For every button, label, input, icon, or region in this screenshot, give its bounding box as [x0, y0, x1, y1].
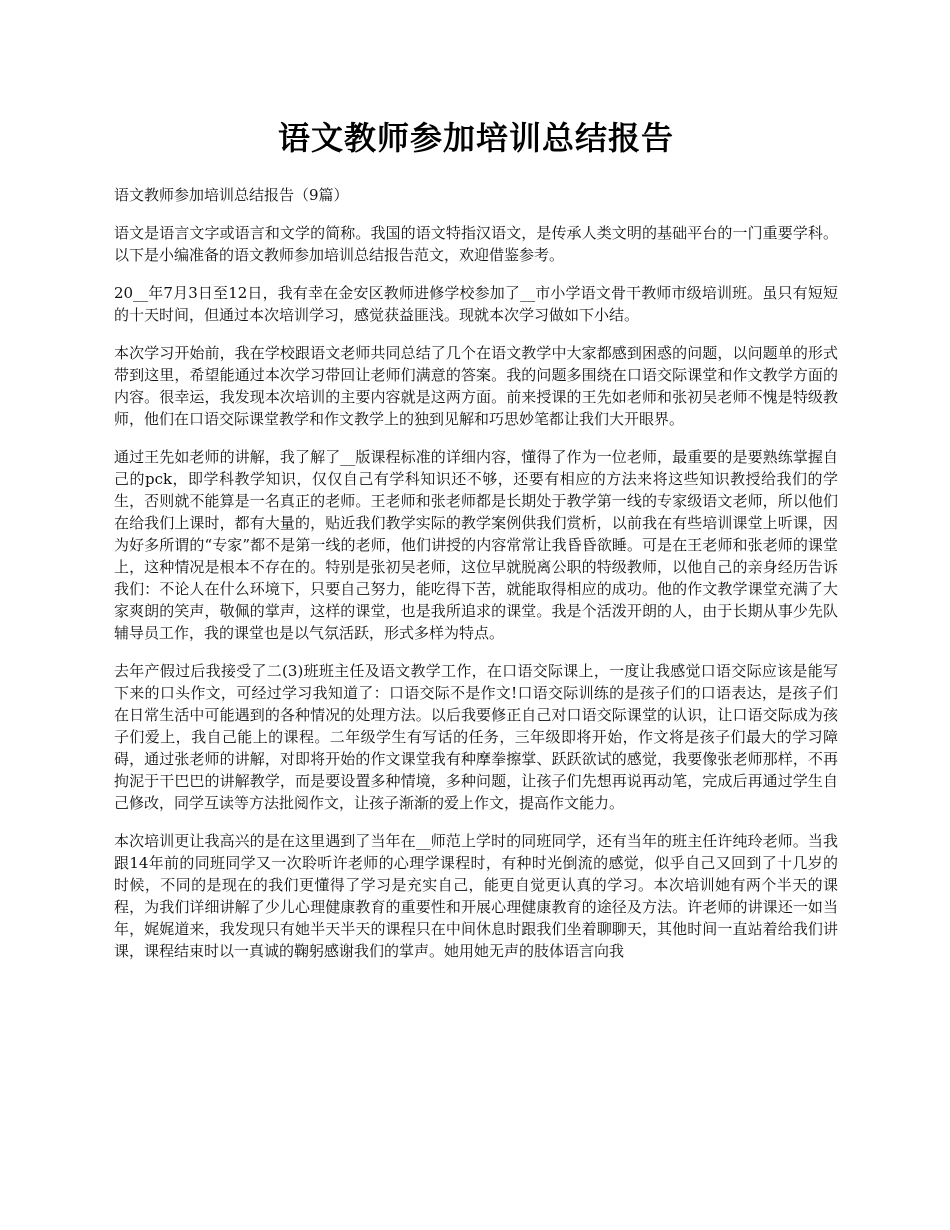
paragraph-6: 本次培训更让我高兴的是在这里遇到了当年在__师范上学时的同班同学，还有当年的班主任许纯玲老师。当我跟14年前的同班同学又一次聆听许老师的心理学课程时，有种时光倒流的感觉，似乎自己又回到了十几岁的时候，不同的是现在的我们更懂得了学习是充实自己，能更自觉更认真的学习。本次培训她有两个半天的课程，为我们详细讲解了少儿心理健康教育的重要性和开展心理健康教育的途径及方法。许老师的讲课还一如当年，娓娓道来，我发现只有她半天半天的课程只在中间休息时跟我们坐着聊聊天，其他时间一直站着给我们讲课，课程结束时以一真诚的鞠躬感谢我们的掌声。她用她无声的肢体语言向我 [114, 832, 838, 960]
paragraph-4: 通过王先如老师的讲解，我了解了__版课程标准的详细内容，懂得了作为一位老师，最重要的是要熟练掌握自己的pck，即学科教学知识，仅仅自己有学科知识还不够，还要有相应的方法来将这些知识教授给我们的学生，否则就不能算是一名真正的老师。王老师和张老师都是长期处于教学第一线的专家级语文老师，所以他们在给我们上课时，都有大量的，贴近我们教学实际的教学案例供我们赏析，以前我在有些培训课堂上听课，因为好多所谓的“专家”都不是第一线的老师，他们讲授的内容常常让我昏昏欲睡。可是在王老师和张老师的课堂上，这种情况是根本不存在的。特别是张初吴老师，这位早就脱离公职的特级教师，以他自己的亲身经历告诉我们：不论人在什么环境下，只要自己努力，能吃得下苦，就能取得相应的成功。他的作文教学课堂充满了大家爽朗的笑声，敬佩的掌声，这样的课堂，也是我所追求的课堂。我是个活泼开朗的人，由于长期从事少先队辅导员工作，我的课堂也是以气氛活跃，形式多样为特点。 [114, 448, 838, 642]
document-title: 语文教师参加培训总结报告 [277, 119, 674, 157]
paragraph-2: 20__年7月3日至12日，我有幸在金安区教师进修学校参加了__市小学语文骨干教师市级培训班。虽只有短短的十天时间，但通过本次培训学习，感觉获益匪浅。现就本次学习做如下小结。 [114, 284, 838, 324]
paragraph-5: 去年产假过后我接受了二(3)班班主任及语文教学工作，在口语交际课上，一度让我感觉口语交际应该是能写下来的口头作文，可经过学习我知道了：口语交际不是作文!口语交际训练的是孩子们的口语表达，是孩子们在日常生活中可能遇到的各种情况的处理方法。以后我要修正自己对口语交际课堂的认识，让口语交际成为孩子们爱上，我自己能上的课程。二年级学生有写话的任务，三年级即将开始，作文将是孩子们最大的学习障碍，通过张老师的讲解，对即将开始的作文课堂我有种摩拳擦掌、跃跃欲试的感觉，我要像张老师那样，不再拘泥于干巴巴的讲解教学，而是要设置多种情境，多种问题，让孩子们先想再说再动笔，完成后再通过学生自己修改，同学互读等方法批阅作文，让孩子渐渐的爱上作文，提高作文能力。 [114, 662, 838, 812]
paragraph-3: 本次学习开始前，我在学校跟语文老师共同总结了几个在语文教学中大家都感到困惑的问题，以问题单的形式带到这里，希望能通过本次学习带回让老师们满意的答案。我的问题多围绕在口语交际课堂和作文教学方面的内容。很幸运，我发现本次培训的主要内容就是这两方面。前来授课的王先如老师和张初吴老师不愧是特级教师，他们在口语交际课堂教学和作文教学上的独到见解和巧思妙笔都让我们大开眼界。 [114, 344, 838, 428]
paragraph-1: 语文是语言文字或语言和文学的简称。我国的语文特指汉语文，是传承人类文明的基础平台的一门重要学科。以下是小编准备的语文教师参加培训总结报告范文，欢迎借鉴参考。 [114, 224, 838, 264]
document-subtitle: 语文教师参加培训总结报告（9篇） [114, 186, 349, 204]
